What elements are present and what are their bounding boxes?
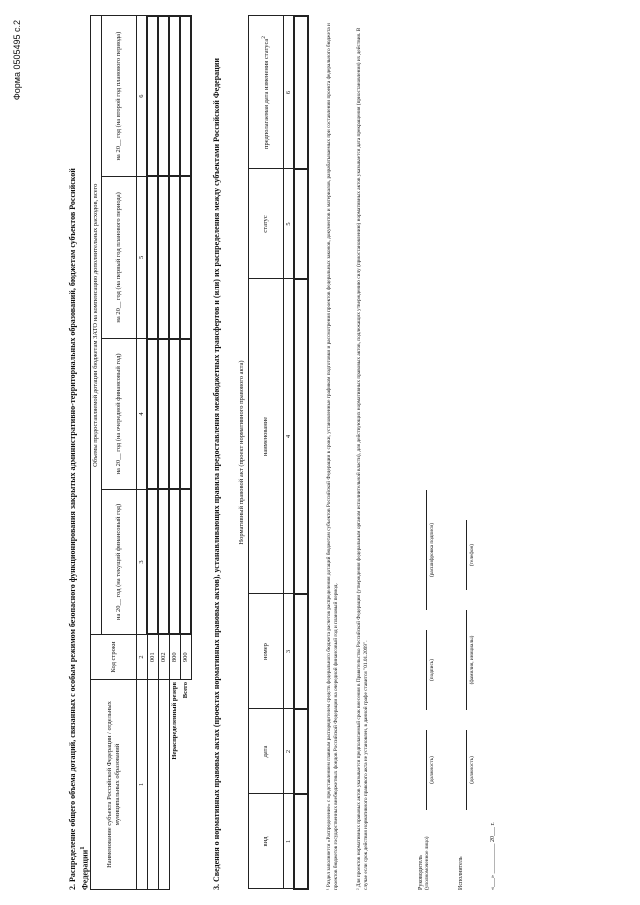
exec-position-line [458, 730, 467, 810]
header-year-plan1: на 20__ год (на первый год планового периода) [102, 176, 137, 338]
header-planned-date [249, 16, 284, 169]
section2-table [90, 15, 192, 890]
signature-caption: (подпись) [429, 659, 435, 681]
colnum-2: 2 [137, 635, 148, 680]
form-number: Форма 0505495 с.2 [12, 20, 22, 101]
header-volumes: Объемы предоставляемой дотации бюджетам ЗАТО на компенсацию дополнительных расходов, всего [91, 16, 102, 635]
cell [294, 594, 308, 709]
cell [169, 489, 180, 634]
cell [158, 489, 169, 634]
executor-position [458, 730, 475, 810]
head-position [418, 730, 435, 810]
cell [147, 16, 158, 176]
reserve-code: 800 [169, 635, 180, 680]
header-number: номер [249, 594, 284, 709]
decoding-line [418, 490, 427, 610]
section2-title [68, 150, 91, 890]
head-label-text: Руководитель [418, 855, 424, 890]
footnote-ref-2: 2 [261, 35, 268, 39]
decoding-caption: (расшифровка подписи) [429, 522, 435, 578]
total-code: 900 [180, 635, 191, 680]
cell [180, 16, 191, 176]
phone-caption: (телефон) [469, 543, 475, 567]
head-label [418, 830, 430, 890]
footnote-ref-1: 1 [79, 846, 86, 850]
header-naming: наименование [249, 279, 284, 594]
section3-title: 3. Сведения о нормативных правовых актах (проектах нормативных правовых актов), устанавливающих правила предоставления межбюджетных трансфертов и (или) их распределения между субъектами Российской Федерации [212, 57, 221, 890]
colnum-1: 1 [284, 794, 295, 889]
act-header: Нормативный правовой акт (проект нормативного правового акта) [238, 360, 245, 545]
colnum-6: 6 [284, 16, 295, 169]
head-signature [418, 630, 435, 710]
cell [158, 16, 169, 176]
header-status: статус [249, 169, 284, 279]
header-code: Код строки [91, 635, 137, 680]
row-name [158, 680, 169, 890]
cell [169, 16, 180, 176]
footnote-1: ¹ Раздел заполняется «Распределение» с представлением главным распорядителем средств федерального бюджета расчетов распределения дотаций бюджетам субъектов Российской Федерации в сроки, установленные графиком подготовки и рассмотрения проектов федеральных законов, документов и материалов, разрабатываемых при составлении проекта федерального бюджета и проектов бюджетов государственных внебюджетных фондов Российской Федерации на очередной финансовый год и плановый период. [326, 23, 340, 890]
cell [147, 489, 158, 634]
position-line [418, 730, 427, 810]
cell [180, 489, 191, 634]
row-code: 002 [158, 635, 169, 680]
header-year-plan2: на 20__ год (на второй год планового периода) [102, 16, 137, 176]
executor-label: Исполнитель [458, 856, 464, 890]
cell [294, 794, 308, 889]
colnum-1: 1 [137, 680, 148, 890]
cell [147, 339, 158, 490]
cell [147, 176, 158, 338]
colnum-4: 4 [284, 279, 295, 594]
header-date: дата [249, 709, 284, 794]
executor-phone [458, 520, 475, 590]
exec-position-caption: (должность) [469, 756, 475, 784]
colnum-4: 4 [137, 339, 148, 490]
cell [294, 709, 308, 794]
executor-fio [458, 610, 475, 710]
cell [180, 176, 191, 338]
cell [158, 339, 169, 490]
phone-line [458, 520, 467, 590]
section3-table [236, 15, 309, 890]
colnum-2: 2 [284, 709, 295, 794]
cell [180, 339, 191, 490]
signature-line [418, 630, 427, 710]
cell [294, 16, 308, 169]
planned-date-text: предполагаемая дата изменения статуса [263, 38, 271, 150]
colnum-5: 5 [284, 169, 295, 279]
fio-caption: (фамилия, инициалы) [469, 635, 475, 685]
colnum-6: 6 [137, 16, 148, 176]
row-name [147, 680, 158, 890]
reserve-label: Нераспределенный резерв [170, 682, 178, 760]
date-line: «___» __________ 20___ г. [490, 822, 496, 890]
header-name: Наименование субъекта Российской Федерации / отдельных муниципальных образований [91, 680, 137, 890]
colnum-3: 3 [284, 594, 295, 709]
cell [294, 169, 308, 279]
position-caption: (должность) [429, 756, 435, 784]
cell [169, 176, 180, 338]
colnum-3: 3 [137, 489, 148, 634]
cell [158, 176, 169, 338]
head-decoding [418, 490, 435, 610]
head-sub: (уполномоченное лицо) [424, 836, 430, 890]
header-kind: вид [249, 794, 284, 889]
fio-line [458, 610, 467, 710]
row-code: 001 [147, 635, 158, 680]
header-year-next: на 20__ год (на очередной финансовый год) [102, 339, 137, 490]
total-label: Всего [181, 682, 189, 699]
header-year-current: на 20__ год (на текущий финансовый год) [102, 489, 137, 634]
section2-title-text: 2. Распределение общего объема дотаций, связанных с особым режимом безопасного функционирования закрытых административно-территориальных образований, бюджетам субъектов Российской Федерации [68, 168, 90, 890]
footnote-2: ² Для проектов нормативных правовых актов указывается предполагаемый срок внесения в Правительство Российской Федерации (утверждения федеральным органом исполнительной власти), для действующих нормативных правовых актов, подлежащих утверждению силу (приостановлению) нормативных актов указывается дата прекращения (приостановления) их действия. В случае если срок действия нормативного правового акта не установлен, в данной графе ставится "01.01.2099". [356, 27, 370, 890]
cell [169, 339, 180, 490]
cell [294, 279, 308, 594]
colnum-5: 5 [137, 176, 148, 338]
